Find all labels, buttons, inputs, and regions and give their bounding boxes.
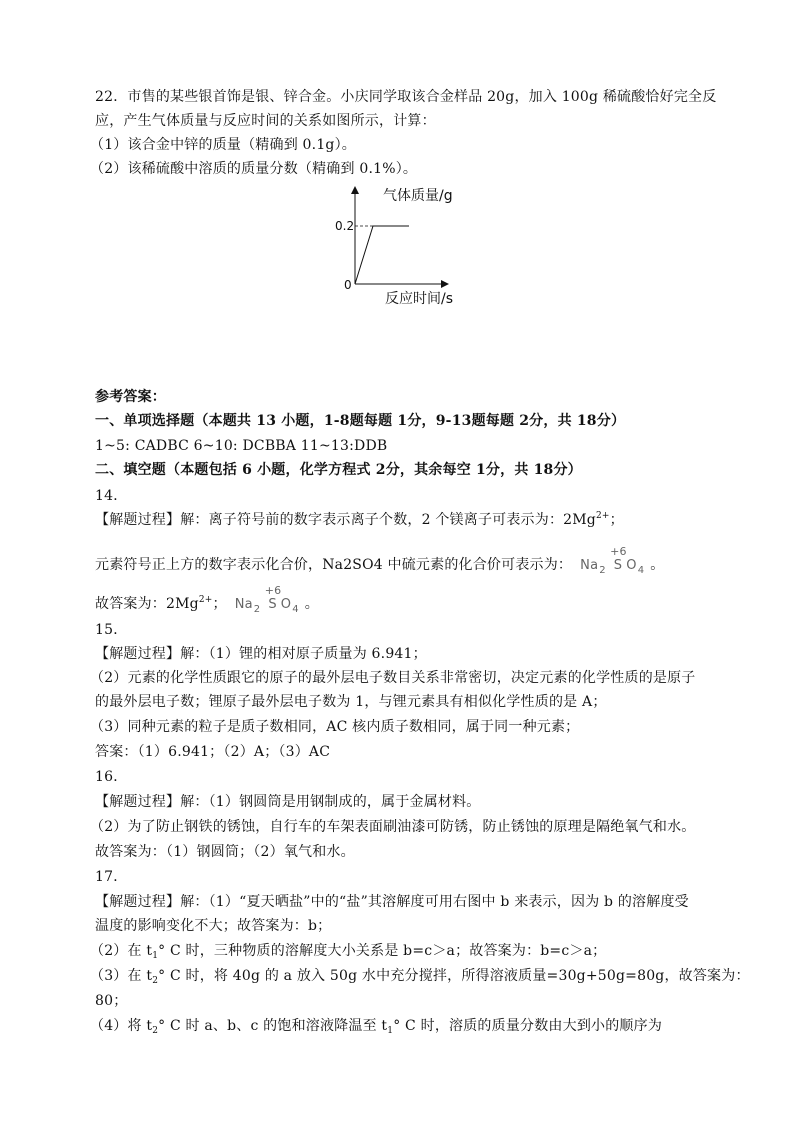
formula-sub-4: 4 xyxy=(637,565,645,576)
q15-line-3: 的最外层电子数；锂原子最外层电子数为 1，与锂元素具有相似化学性质的是 A； xyxy=(95,694,607,710)
ion-charge: 2+ xyxy=(595,511,610,521)
q16-line-1: 【解题过程】解：（1）钢圆筒是用钢制成的，属于金属材料。 xyxy=(95,794,481,810)
q17-line-3-a: （2）在 t xyxy=(90,943,153,959)
section1-answers: 1~5: CADBC 6~10: DCBBA 11~13:DDB xyxy=(95,438,388,454)
q17-line-3-b: ° C 时，三种物质的溶解度大小关系是 b=c＞a；故答案为：b=c＞a； xyxy=(158,943,607,959)
q17-line-6-a: （4）将 t xyxy=(90,1018,153,1034)
t2-subscript-2: 2 xyxy=(152,1026,159,1036)
q14-line-2-text: 元素符号正上方的数字表示化合价，Na2SO4 中硫元素的化合价可表示为： xyxy=(95,557,573,573)
formula-sub-2: 2 xyxy=(599,565,606,576)
q14-line-3-sep: ； xyxy=(212,596,227,612)
q17-line-6-c: ° C 时，溶质的质量分数由大到小的顺序为 xyxy=(393,1018,663,1034)
q14-line-3-end: 。 xyxy=(304,596,319,612)
formula-o-2: O xyxy=(280,597,292,612)
x-axis-label: 反应时间/s xyxy=(385,291,454,307)
q15-line-1: 【解题过程】解：（1）锂的相对原子质量为 6.941； xyxy=(95,646,427,662)
q17-line-3 xyxy=(90,941,606,961)
gas-mass-time-graph xyxy=(335,180,475,310)
formula-o: O xyxy=(626,558,637,573)
y-axis-label: 气体质量/g xyxy=(383,188,453,204)
q15-line-4: （3）同种元素的粒子是质子数相同，AC 核内质子数相同，属于同一种元素； xyxy=(90,719,580,735)
q17-line-6-b: ° C 时 a、b、c 的饱和溶液降温至 t xyxy=(158,1018,388,1034)
t1-subscript-2: 1 xyxy=(387,1026,394,1036)
origin-label: 0 xyxy=(344,278,352,292)
q17-number: 17． xyxy=(95,869,128,885)
q14-line-2-end: 。 xyxy=(650,557,665,573)
q17-line-5: 80； xyxy=(95,993,128,1009)
ion-charge-2: 2+ xyxy=(198,595,213,605)
formula-s: S xyxy=(613,558,623,573)
formula-sub-4b: 4 xyxy=(292,604,299,615)
formula-na: Na xyxy=(580,558,599,573)
gas-mass-series-line xyxy=(355,226,409,284)
t2-subscript: 2 xyxy=(152,976,159,986)
formula-na-2: Na xyxy=(234,597,253,612)
section2-title: 二、填空题（本题包括 6 小题，化学方程式 2分，其余每空 1分，共 18分） xyxy=(95,462,582,478)
q15-line-5: 答案：（1）6.941；（2）A；（3）AC xyxy=(95,744,331,760)
valence-value: +6 xyxy=(610,545,627,558)
q14-line-1-end: ； xyxy=(609,512,624,528)
q16-line-3: 故答案为：（1）钢圆筒；（2）氧气和水。 xyxy=(95,844,355,860)
q14-line-3 xyxy=(95,584,319,620)
t1-subscript: 1 xyxy=(152,951,159,961)
q14-number: 14． xyxy=(95,488,128,504)
q14-line-3-text: 故答案为：2Mg xyxy=(95,596,199,612)
q17-line-4 xyxy=(90,966,750,986)
section1-title: 一、单项选择题（本题共 13 小题，1-8题每题 1分，9-13题每题 2分，共 18分） xyxy=(95,413,626,429)
valence-value-2: +6 xyxy=(264,584,282,597)
q16-line-2: （2）为了防止钢铁的锈蚀，自行车的车架表面刷油漆可防锈，防止锈蚀的原理是隔绝氧气和水。 xyxy=(90,819,696,835)
q22-line-1: 22．市售的某些银首饰是银、锌合金。小庆同学取该合金样品 20g，加入 100g 稀硫酸恰好完全反 xyxy=(95,89,717,105)
q17-line-1: 【解题过程】解：（1）“夏天晒盐”中的“盐”其溶解度可用右图中 b 来表示，因为 b 的溶解度受 xyxy=(95,894,689,910)
q14-line-1 xyxy=(95,510,624,530)
valence-formula xyxy=(580,545,648,581)
q22-line-4: （2）该稀硫酸中溶质的质量分数（精确到 0.1%）。 xyxy=(90,161,418,177)
valence-formula-2 xyxy=(234,584,303,620)
y-tick-label: 0.2 xyxy=(335,219,355,233)
q17-line-6 xyxy=(90,1016,662,1036)
formula-s-2: S xyxy=(268,597,277,612)
q15-line-2: （2）元素的化学性质跟它的原子的最外层电子数目关系非常密切，决定元素的化学性质的是原子 xyxy=(90,670,696,686)
q14-line-2 xyxy=(95,545,665,581)
q17-line-2: 温度的影响变化不大；故答案为：b； xyxy=(95,918,332,934)
q22-line-2: 应，产生气体质量与反应时间的关系如图所示，计算： xyxy=(95,113,436,129)
q15-number: 15． xyxy=(95,622,128,638)
q17-line-4-b: ° C 时，将 40g 的 a 放入 50g 水中充分搅拌，所得溶液质量=30g+50g=80g，故答案为： xyxy=(158,968,750,984)
answers-heading: 参考答案： xyxy=(95,389,166,405)
formula-sub-2b: 2 xyxy=(253,604,261,615)
q22-line-3: （1）该合金中锌的质量（精确到 0.1g）。 xyxy=(90,137,356,153)
q16-number: 16． xyxy=(95,769,128,785)
q14-line-1-text: 【解题过程】解：离子符号前的数字表示离子个数，2 个镁离子可表示为：2Mg xyxy=(95,512,596,528)
q17-line-4-a: （3）在 t xyxy=(90,968,153,984)
